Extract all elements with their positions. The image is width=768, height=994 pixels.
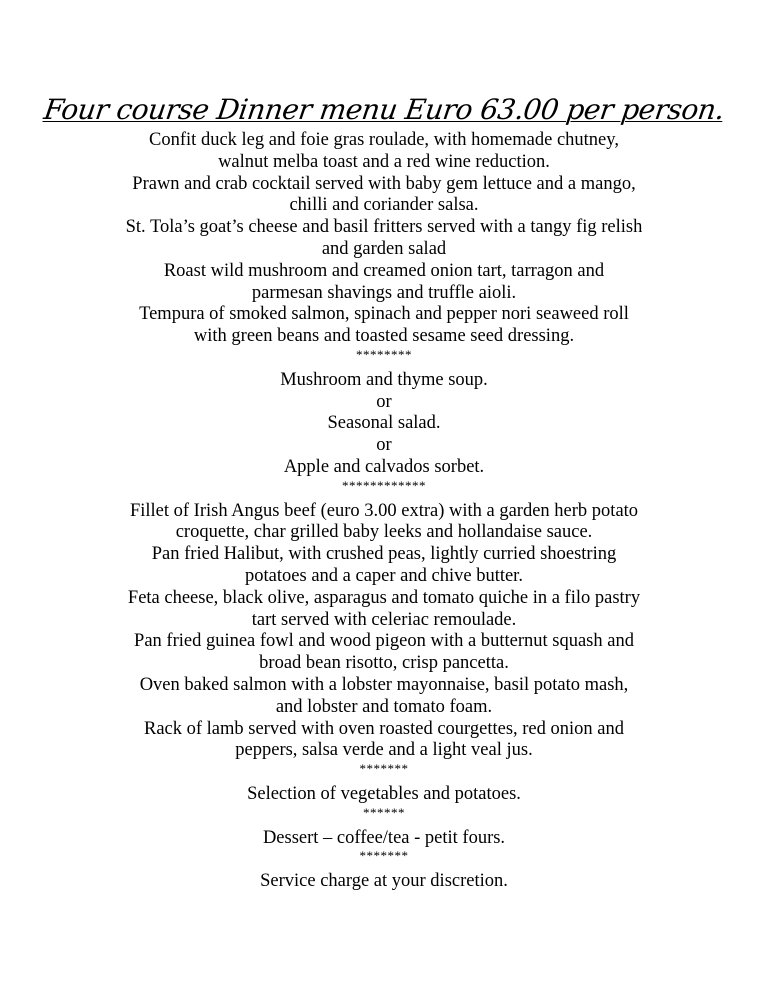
menu-line: Rack of lamb served with oven roasted courgettes, red onion and: [143, 718, 624, 739]
menu-line: Roast wild mushroom and creamed onion tart, tarragon and: [163, 260, 605, 281]
service-charge-line: Service charge at your discretion.: [260, 871, 508, 892]
menu-line: Fillet of Irish Angus beef (euro 3.00 extra) with a garden herb potato: [129, 500, 639, 521]
menu-line: Oven baked salmon with a lobster mayonnaise, basil potato mash,: [139, 674, 629, 695]
menu-line: parmesan shavings and truffle aioli.: [251, 282, 517, 303]
second-course-section: [84, 370, 684, 479]
menu-line: St. Tola’s goat’s cheese and basil fritters served with a tangy fig relish: [125, 217, 643, 238]
menu-line: Confit duck leg and foie gras roulade, with homemade chutney,: [149, 130, 619, 150]
menu-line: Mushroom and thyme soup.: [280, 369, 488, 390]
course-separator: ************: [342, 477, 426, 493]
menu-line: or: [376, 391, 392, 412]
menu-title: Four course Dinner menu Euro 63.00 per person.: [41, 93, 727, 126]
course-separator: ********: [356, 346, 412, 362]
menu-line: Apple and calvados sorbet.: [283, 456, 485, 477]
menu-line: Seasonal salad.: [327, 413, 441, 434]
mains-section: [84, 501, 684, 763]
menu-line: and garden salad: [321, 238, 447, 259]
menu-line: Pan fried guinea fowl and wood pigeon with a butternut squash and: [134, 631, 634, 652]
course-separator: ******: [363, 804, 405, 820]
dessert-line: Dessert – coffee/tea - petit fours.: [262, 827, 506, 848]
menu-line: broad bean risotto, crisp pancetta.: [259, 653, 509, 674]
sides-line: Selection of vegetables and potatoes.: [247, 783, 521, 804]
starters-section: [84, 130, 684, 348]
menu-line: Tempura of smoked salmon, spinach and pepper nori seaweed roll: [139, 304, 629, 325]
menu-line: or: [376, 435, 392, 456]
menu-line: potatoes and a caper and chive butter.: [245, 565, 523, 586]
menu-line: peppers, salsa verde and a light veal jus.: [235, 740, 533, 761]
menu-body: [84, 130, 684, 893]
course-separator: *******: [359, 848, 409, 864]
menu-line: Pan fried Halibut, with crushed peas, lightly curried shoestring: [151, 544, 617, 565]
course-separator: *******: [359, 761, 409, 777]
menu-line: croquette, char grilled baby leeks and hollandaise sauce.: [175, 522, 593, 543]
menu-line: and lobster and tomato foam.: [275, 696, 493, 717]
menu-line: chilli and coriander salsa.: [289, 195, 479, 216]
menu-line: Prawn and crab cocktail served with baby gem lettuce and a mango,: [132, 173, 636, 194]
menu-line: Feta cheese, black olive, asparagus and tomato quiche in a filo pastry: [127, 587, 641, 608]
menu-line: tart served with celeriac remoulade.: [251, 609, 517, 630]
menu-line: with green beans and toasted sesame seed dressing.: [193, 326, 575, 347]
menu-line: walnut melba toast and a red wine reduction.: [218, 151, 550, 172]
